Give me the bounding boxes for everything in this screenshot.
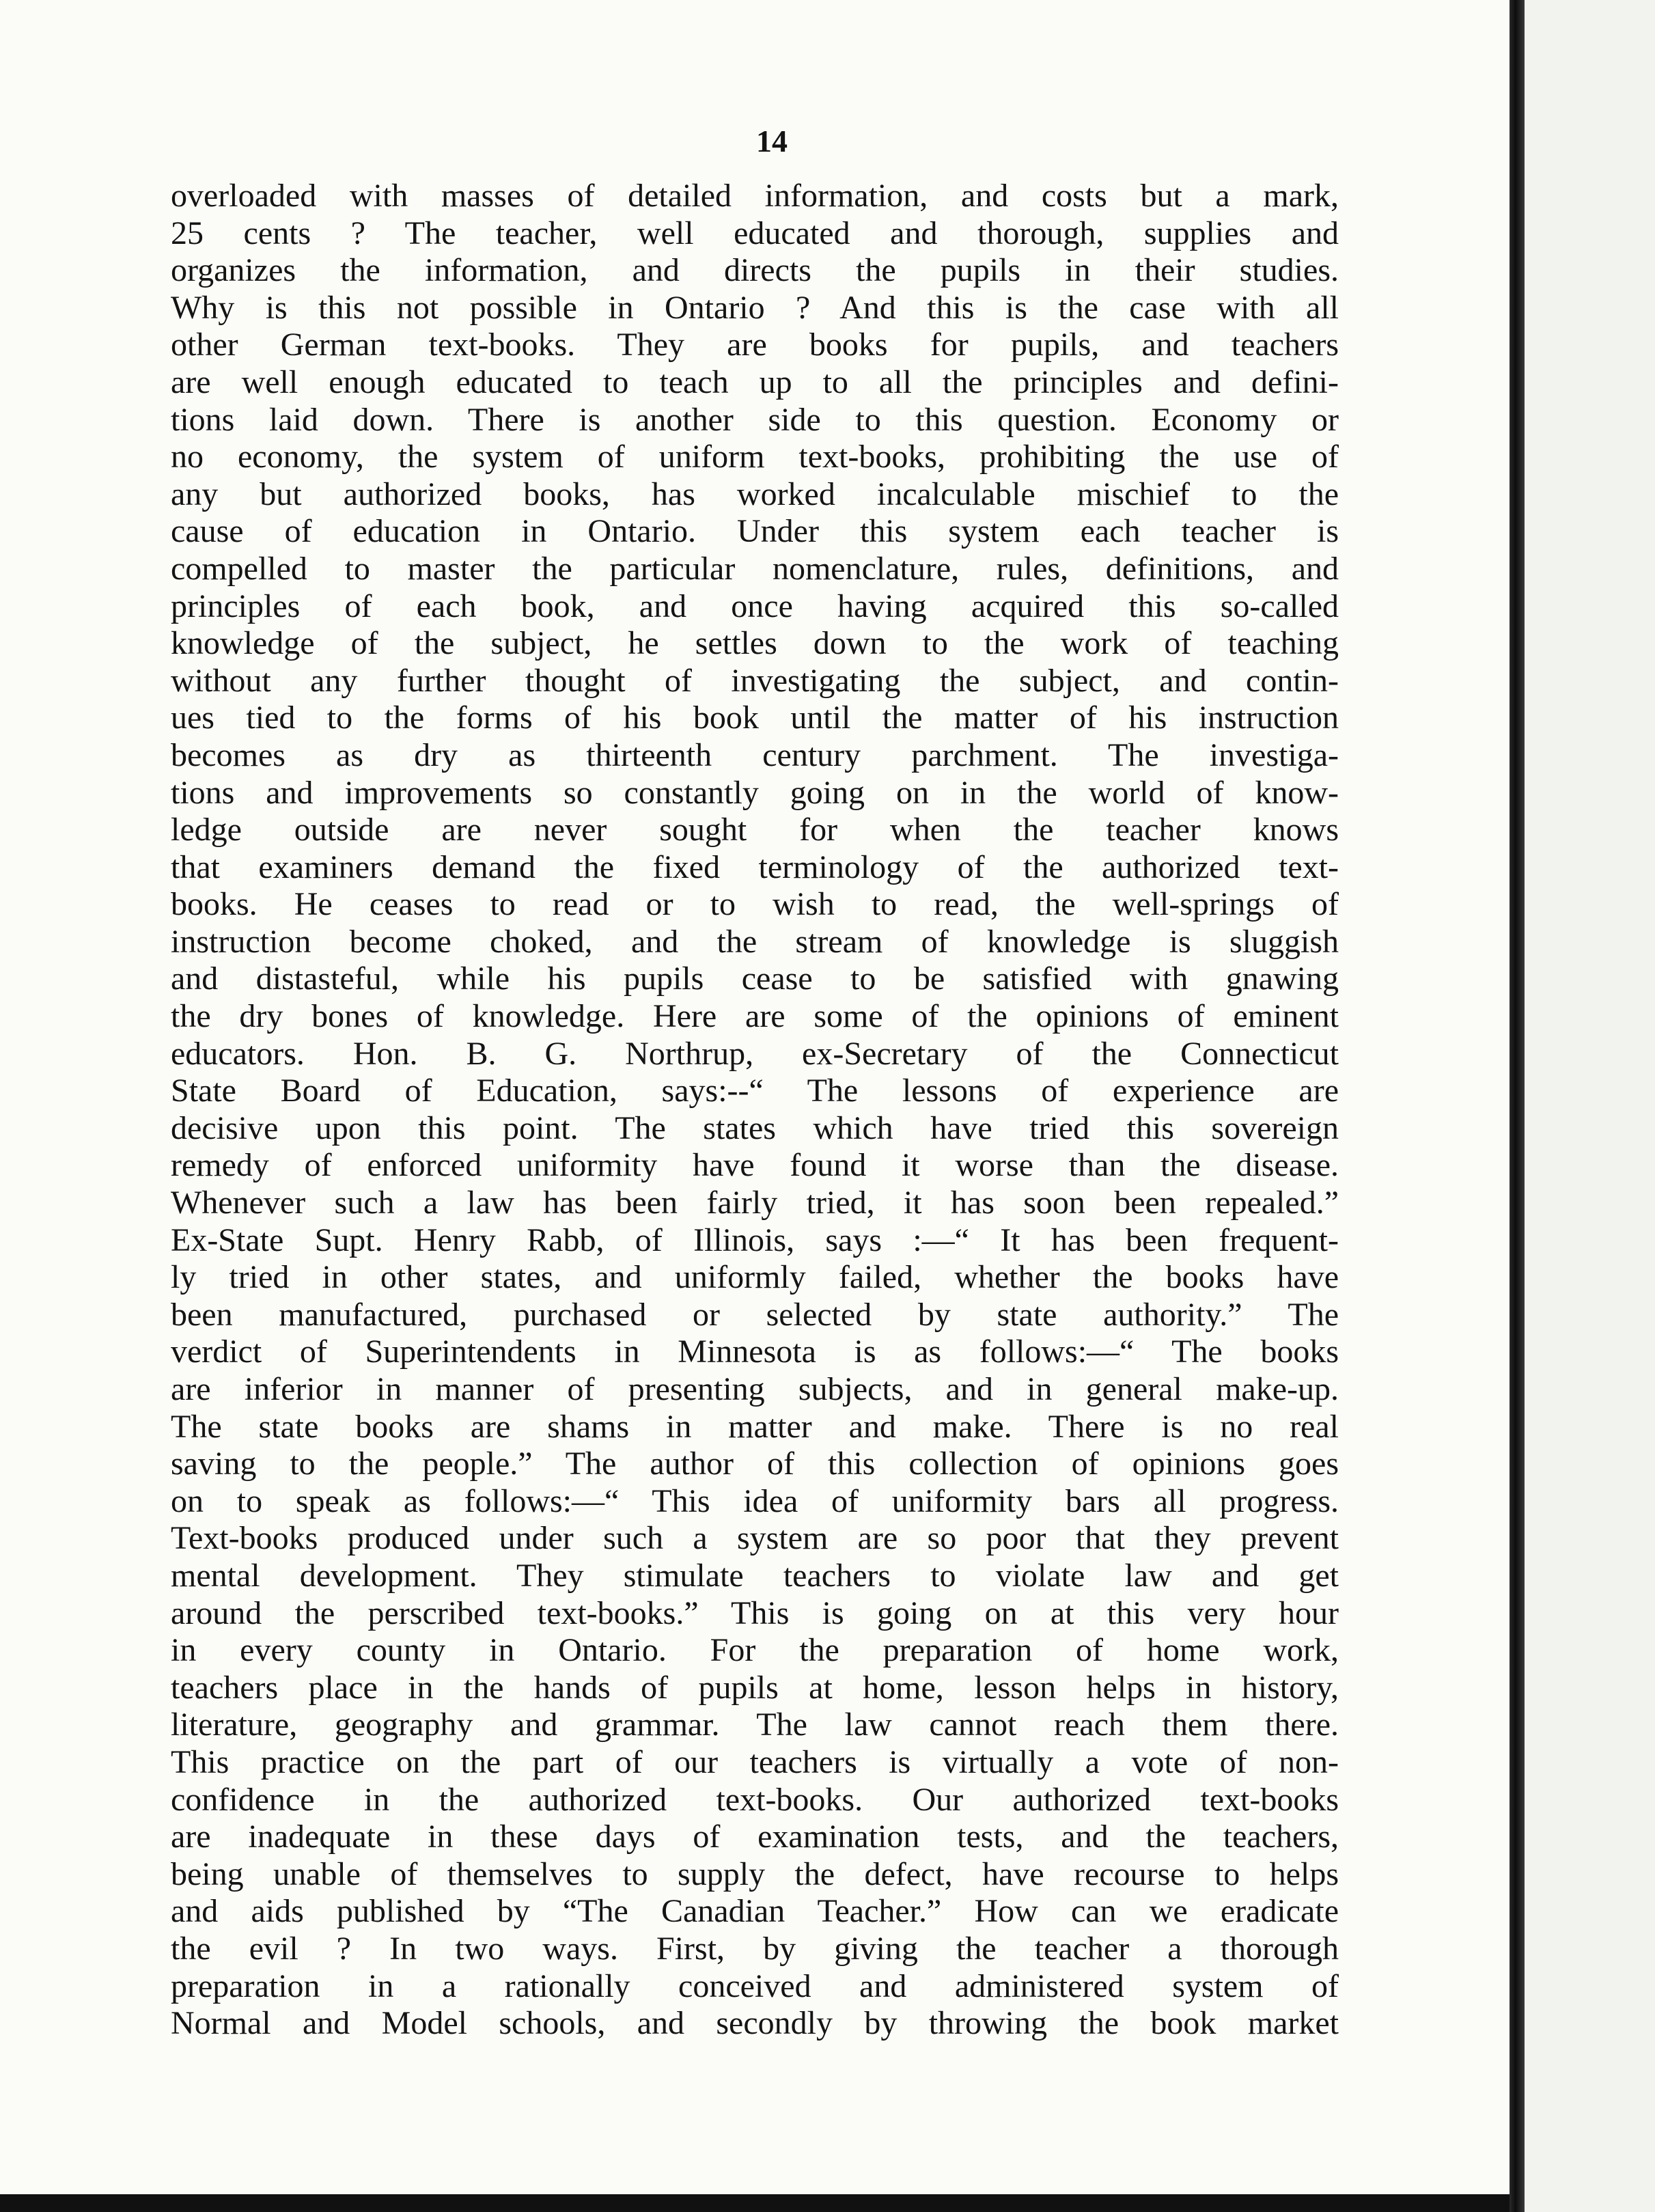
text-line: 25 cents ? The teacher, well educated and thorough, supplies and: [171, 215, 1339, 251]
page-number: 14: [756, 124, 788, 158]
body-text: [171, 178, 1339, 2043]
text-line: tions laid down. There is another side to this question. Economy or: [171, 401, 1339, 438]
text-line: instruction become choked, and the stream of knowledge is sluggish: [171, 923, 1339, 960]
text-line: literature, geography and grammar. The law cannot reach them there.: [171, 1706, 1339, 1743]
text-line: around the perscribed text-books.” This is going on at this very hour: [171, 1594, 1339, 1631]
text-line: books. He ceases to read or to wish to read, the well-springs of: [171, 886, 1339, 923]
text-line: Text-books produced under such a system are so poor that they prevent: [171, 1520, 1339, 1557]
text-line: organizes the information, and directs the pupils in their studies.: [171, 252, 1339, 289]
text-line: tions and improvements so constantly going on in the world of know-: [171, 774, 1339, 811]
text-line: and aids published by “The Canadian Teacher.” How can we eradicate: [171, 1893, 1339, 1930]
text-line: are inadequate in these days of examination tests, and the teachers,: [171, 1819, 1339, 1855]
text-line: preparation in a rationally conceived and administered system of: [171, 1967, 1339, 2004]
text-line: Why is this not possible in Ontario ? And this is the case with all: [171, 289, 1339, 326]
text-line: ly tried in other states, and uniformly failed, whether the books have: [171, 1259, 1339, 1296]
text-line: Ex-State Supt. Henry Rabb, of Illinois, says :—“ It has been frequent-: [171, 1221, 1339, 1258]
text-line: ues tied to the forms of his book until the matter of his instruction: [171, 700, 1339, 736]
text-line: principles of each book, and once having acquired this so-called: [171, 587, 1339, 624]
text-line: knowledge of the subject, he settles down to the work of teaching: [171, 625, 1339, 662]
text-line: are inferior in manner of presenting subjects, and in general make-up.: [171, 1371, 1339, 1407]
text-line: that examiners demand the fixed terminology of the authorized text-: [171, 848, 1339, 885]
text-line: any but authorized books, has worked incalculable mischief to the: [171, 475, 1339, 512]
text-line: teachers place in the hands of pupils at home, lesson helps in history,: [171, 1669, 1339, 1706]
text-line: on to speak as follows:—“ This idea of uniformity bars all progress.: [171, 1482, 1339, 1519]
text-line: The state books are shams in matter and make. There is no real: [171, 1408, 1339, 1445]
text-line: been manufactured, purchased or selected by state authority.” The: [171, 1296, 1339, 1333]
text-line: the evil ? In two ways. First, by giving the teacher a thorough: [171, 1930, 1339, 1967]
facing-page-edge: [1525, 0, 1655, 2212]
text-line: State Board of Education, says:--“ The lessons of experience are: [171, 1073, 1339, 1109]
text-line: educators. Hon. B. G. Northrup, ex-Secretary of the Connecticut: [171, 1035, 1339, 1072]
text-line: Whenever such a law has been fairly tried, it has soon been repealed.”: [171, 1185, 1339, 1221]
text-line: ledge outside are never sought for when the teacher knows: [171, 812, 1339, 848]
text-line: cause of education in Ontario. Under this system each teacher is: [171, 513, 1339, 550]
scan-bottom-edge: [0, 2194, 1510, 2212]
text-line: other German text-books. They are books for pupils, and teachers: [171, 327, 1339, 363]
text-line: verdict of Superintendents in Minnesota is as follows:—“ The books: [171, 1333, 1339, 1370]
book-spine-gutter: [1510, 0, 1525, 2212]
text-line: no economy, the system of uniform text-books, prohibiting the use of: [171, 439, 1339, 475]
text-line: and distasteful, while his pupils cease to be satisfied with gnawing: [171, 960, 1339, 997]
text-line: confidence in the authorized text-books. Our authorized text-books: [171, 1781, 1339, 1818]
text-line: being unable of themselves to supply the defect, have recourse to helps: [171, 1855, 1339, 1892]
text-line: without any further thought of investigating the subject, and contin-: [171, 662, 1339, 699]
text-line: becomes as dry as thirteenth century parchment. The investiga-: [171, 736, 1339, 773]
text-line: This practice on the part of our teachers is virtually a vote of non-: [171, 1743, 1339, 1780]
text-line: in every county in Ontario. For the preparation of home work,: [171, 1632, 1339, 1669]
text-line: saving to the people.” The author of this collection of opinions goes: [171, 1446, 1339, 1482]
text-line: compelled to master the particular nomenclature, rules, definitions, and: [171, 550, 1339, 587]
text-line: mental development. They stimulate teachers to violate law and get: [171, 1557, 1339, 1594]
text-line: are well enough educated to teach up to all the principles and defini-: [171, 363, 1339, 400]
text-line: the dry bones of knowledge. Here are some of the opinions of eminent: [171, 998, 1339, 1035]
text-line: decisive upon this point. The states which have tried this sovereign: [171, 1109, 1339, 1146]
text-line: Normal and Model schools, and secondly by throwing the book market: [171, 2005, 1339, 2042]
text-line: remedy of enforced uniformity have found it worse than the disease.: [171, 1147, 1339, 1184]
text-line: overloaded with masses of detailed information, and costs but a mark,: [171, 178, 1339, 214]
